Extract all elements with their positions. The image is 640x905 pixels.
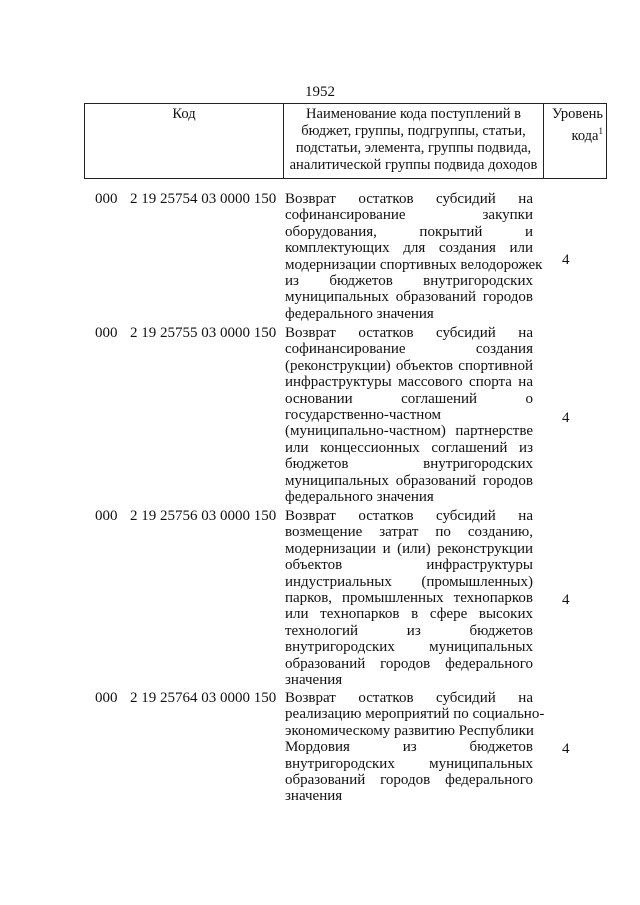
description-line: софинансирование закупки — [285, 207, 533, 224]
description-line: возмещение затрат по созданию, — [285, 524, 533, 541]
code-level: 4 — [562, 592, 570, 608]
page-number: 1952 — [305, 84, 335, 100]
description-line: бюджетов внутригородских — [285, 456, 533, 473]
description-line: государственно-частном — [285, 406, 442, 423]
description-line: индустриальных (промышленных) — [285, 573, 533, 590]
income-description — [285, 508, 533, 688]
header-level — [544, 104, 607, 179]
admin-code: 000 — [95, 690, 118, 706]
description-line: из бюджетов внутригородских — [285, 272, 533, 289]
income-description — [285, 690, 545, 805]
description-line: значения — [285, 671, 343, 688]
description-line: муниципальных образований городов — [285, 472, 533, 489]
description-line: или технопарков в сфере высоких — [285, 606, 533, 623]
description-line: (реконструкции) объектов спортивной — [285, 357, 533, 374]
description-line: федерального значения — [285, 488, 434, 505]
admin-code: 000 — [95, 325, 118, 341]
description-line: парков, промышленных технопарков — [285, 589, 533, 606]
footnote-marker: 1 — [598, 126, 603, 136]
code-level: 4 — [562, 741, 570, 757]
description-line: основании соглашений о — [285, 390, 533, 407]
description-line: внутригородских муниципальных — [285, 639, 533, 656]
description-line: объектов инфраструктуры — [285, 557, 533, 574]
description-line: технологий из бюджетов — [285, 622, 533, 639]
description-line: федерального значения — [285, 305, 434, 322]
description-line: Возврат остатков субсидий на — [285, 191, 533, 207]
code-level: 4 — [562, 252, 570, 268]
header-name — [284, 104, 544, 179]
description-line: внутригородских муниципальных — [285, 755, 533, 772]
description-line: софинансирование создания — [285, 341, 533, 358]
header-name-label: Наименование кода поступлений в бюджет, группы, подгруппы, статьи, подстатьи, элемента, группы подвида, аналитической группы подвида доходов — [289, 106, 538, 173]
header-code — [85, 104, 284, 179]
description-line: Возврат остатков субсидий на — [285, 508, 533, 524]
description-line: оборудования, покрытий и — [285, 223, 533, 240]
description-line: или концессионных соглашений из — [285, 439, 533, 456]
admin-code: 000 — [95, 191, 118, 207]
description-line: Мордовия из бюджетов — [285, 739, 533, 756]
income-description — [285, 191, 543, 322]
header-code-label: Код — [172, 106, 196, 122]
description-line: экономическому развитию Республики — [285, 722, 534, 739]
description-line: Возврат остатков субсидий на — [285, 325, 533, 341]
description-line: модернизации спортивных велодорожек — [285, 256, 543, 273]
description-line: модернизации и (или) реконструкции — [285, 540, 533, 557]
income-code: 2 19 25764 03 0000 150 — [130, 690, 277, 706]
admin-code: 000 — [95, 508, 118, 524]
description-line: реализацию мероприятий по социально- — [285, 706, 545, 723]
description-line: Возврат остатков субсидий на — [285, 690, 533, 706]
header-level-label: Уровень кода — [551, 106, 603, 144]
description-line: значения — [285, 788, 343, 805]
description-line: инфраструктуры массового спорта на — [285, 374, 533, 391]
description-line: муниципальных образований городов — [285, 289, 533, 306]
code-level: 4 — [562, 410, 570, 426]
income-code: 2 19 25755 03 0000 150 — [130, 325, 277, 341]
description-line: (муниципально-частном) партнерстве — [285, 423, 533, 440]
income-code: 2 19 25756 03 0000 150 — [130, 508, 277, 524]
income-description — [285, 325, 533, 505]
description-line: образований городов федерального — [285, 771, 533, 788]
table-header — [84, 103, 607, 179]
income-code: 2 19 25754 03 0000 150 — [130, 191, 277, 207]
description-line: комплектующих для создания или — [285, 240, 533, 257]
description-line: образований городов федерального — [285, 655, 533, 672]
